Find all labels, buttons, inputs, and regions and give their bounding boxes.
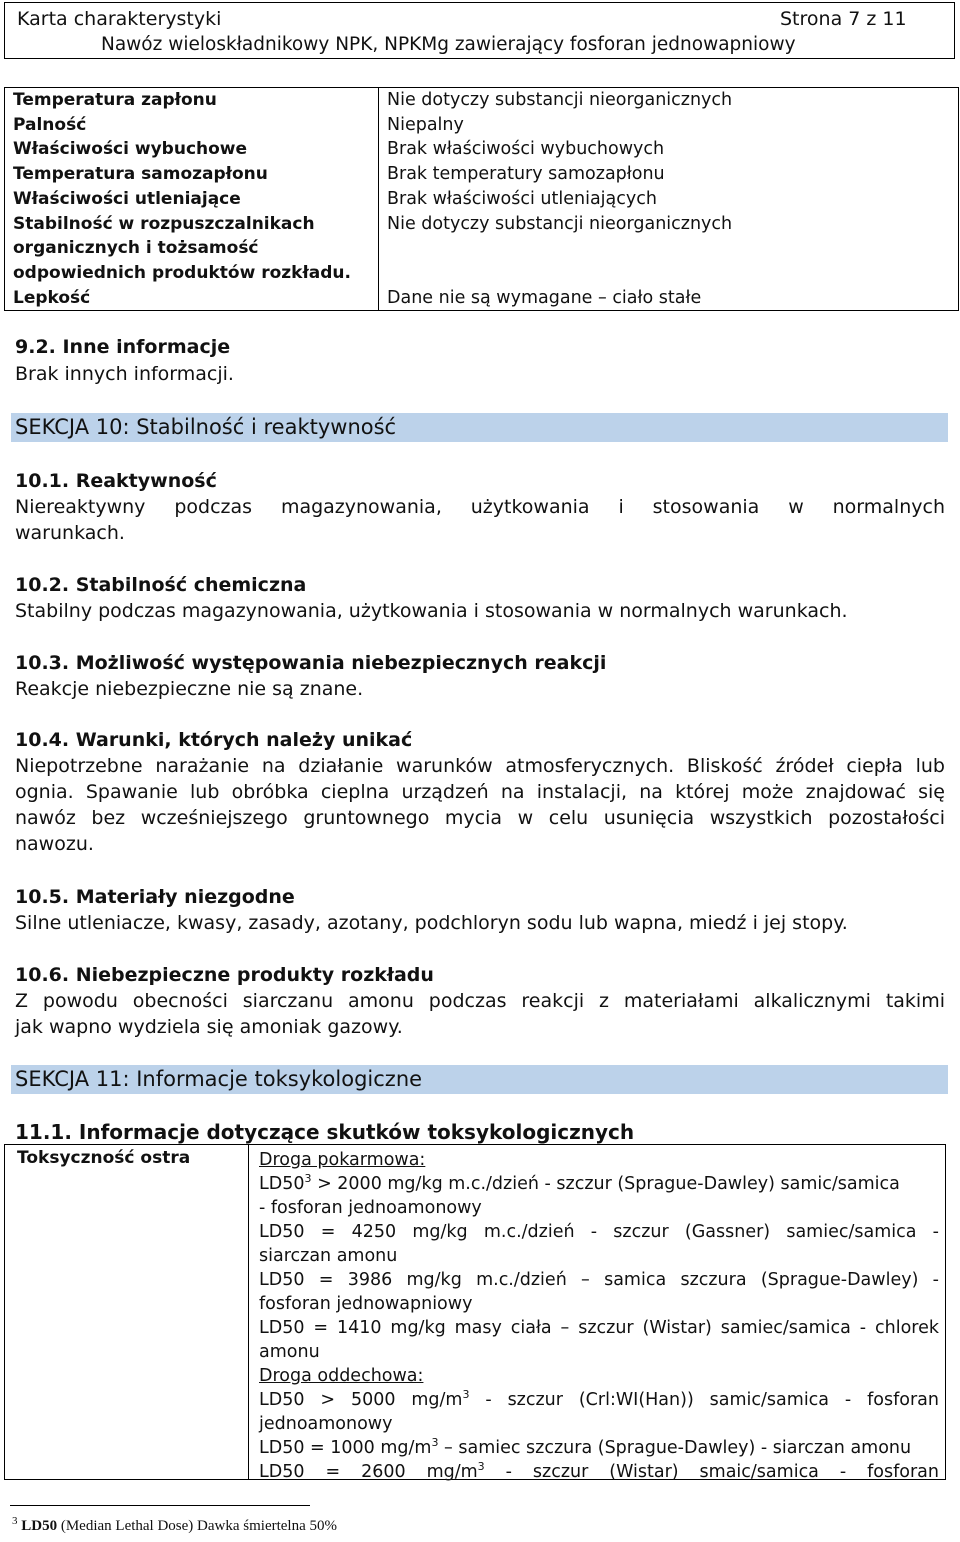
subsection-title: 10.2. Stabilność chemiczna — [15, 574, 307, 596]
list-item: LD50 = 2600 $mg/m^3$ - szczur (Wistar) smaic/samica - fosforan — [259, 1460, 939, 1482]
paragraph: Niereaktywny podczas magazynowania, użytkowania i stosowania w normalnych — [15, 496, 945, 518]
section-10-header: SEKCJA 10: Stabilność i reaktywność — [11, 413, 948, 442]
subsection-title: 10.4. Warunki, których należy unikać — [15, 729, 413, 751]
footnote: $^3$ LD50 (Median Lethal Dose) Dawka śmiertelna 50% — [12, 1515, 337, 1534]
properties-table — [4, 87, 959, 311]
toxicity-details — [259, 1148, 939, 1484]
list-item: amonu — [259, 1342, 320, 1362]
toxicity-label: Toksyczność ostra — [17, 1148, 191, 1168]
subsection-title: 9.2. Inne informacje — [15, 336, 231, 358]
paragraph: ognia. Spawanie lub obróbka cieplna urządzeń na instalacji, na której może znajdować się — [15, 781, 945, 803]
list-item: LD50 > 5000 $mg/m^3$ - szczur (Crl:WI(Han)) samic/samica - fosforan — [259, 1388, 939, 1410]
list-item: jednoamonowy — [259, 1414, 393, 1434]
list-item: LD50 = 1000 $mg/m^3$ – samiec szczura (Sprague-Dawley) - siarczan amonu — [259, 1436, 912, 1458]
subsection-title: 10.5. Materiały niezgodne — [15, 886, 295, 908]
paragraph: Stabilny podczas magazynowania, użytkowania i stosowania w normalnych warunkach. — [15, 600, 848, 622]
list-item: siarczan amonu — [259, 1246, 398, 1266]
inhalation-route-label: Droga oddechowa: — [259, 1366, 424, 1386]
list-item: LD50 = 4250 mg/kg m.c./dzień - szczur (Gassner) samiec/samica - — [259, 1222, 939, 1242]
list-item: $LD50^3 > 2000$ mg/kg m.c./dzień - szczur (Sprague-Dawley) samic/samica — [259, 1172, 900, 1194]
paragraph: Silne utleniacze, kwasy, zasady, azotany, podchloryn sodu lub wapna, miedź i jej stopy. — [15, 912, 848, 934]
doc-type: Karta charakterystyki — [17, 8, 222, 30]
subsection-title: 10.1. Reaktywność — [15, 470, 217, 492]
document-header — [4, 2, 955, 59]
list-item: LD50 = 3986 mg/kg m.c./dzień – samica szczura (Sprague-Dawley) - — [259, 1270, 939, 1290]
subsection-title: 10.6. Niebezpieczne produkty rozkładu — [15, 964, 434, 986]
subsection-title: 11.1. Informacje dotyczące skutków toksykologicznych — [15, 1120, 635, 1144]
section-11-header: SEKCJA 11: Informacje toksykologiczne — [11, 1065, 948, 1094]
table-row — [5, 88, 959, 311]
list-item: - fosforan jednoamonowy — [259, 1198, 482, 1218]
paragraph: Z powodu obecności siarczanu amonu podczas reakcji z materiałami alkalicznymi takimi — [15, 990, 945, 1012]
subsection-title: 10.3. Możliwość występowania niebezpiecznych reakcji — [15, 652, 607, 674]
oral-route-label: Droga pokarmowa: — [259, 1150, 426, 1170]
property-label: Temperatura zapłonu Palność Właściwości wybuchowe Temperatura samozapłonu Właściwości utleniające Stabilność w rozpuszczalnikach organicznych i tożsamość odpowiednich produktów rozkładu. Lepkość — [5, 88, 379, 311]
paragraph: Brak innych informacji. — [15, 363, 234, 385]
page-number: Strona 7 z 11 — [780, 8, 907, 30]
paragraph: warunkach. — [15, 522, 125, 544]
paragraph: Niepotrzebne narażanie na działanie warunków atmosferycznych. Bliskość źródeł ciepła lub — [15, 755, 945, 777]
property-value: Nie dotyczy substancji nieorganicznych Niepalny Brak właściwości wybuchowych Brak temperatury samozapłonu Brak właściwości utleniających Nie dotyczy substancji nieorganicznych Dane nie są wymagane – ciało stałe — [379, 88, 959, 311]
column-divider — [248, 1145, 249, 1479]
paragraph: jak wapno wydziela się amoniak gazowy. — [15, 1016, 403, 1038]
paragraph: Reakcje niebezpieczne nie są znane. — [15, 678, 364, 700]
paragraph: nawóz bez wcześniejszego gruntownego mycia w celu usunięcia wszystkich pozostałości — [15, 807, 945, 829]
list-item: fosforan jednowapniowy — [259, 1294, 473, 1314]
product-name: Nawóz wieloskładnikowy NPK, NPKMg zawierający fosforan jednowapniowy — [101, 34, 796, 55]
paragraph: nawozu. — [15, 833, 94, 855]
footnote-divider — [10, 1505, 310, 1506]
list-item: LD50 = 1410 mg/kg masy ciała – szczur (Wistar) samiec/samica - chlorek — [259, 1318, 939, 1338]
toxicity-table — [4, 1144, 946, 1480]
